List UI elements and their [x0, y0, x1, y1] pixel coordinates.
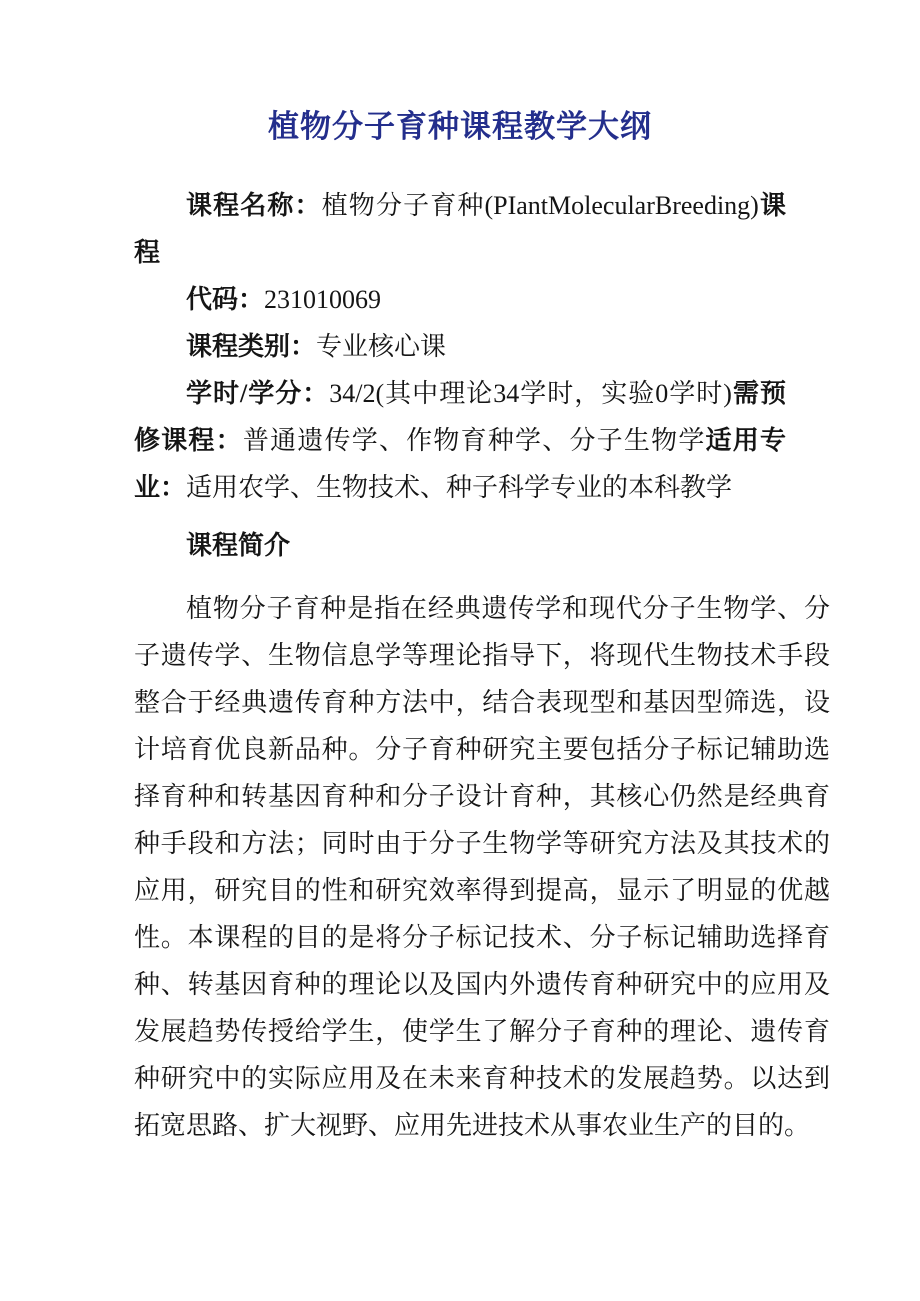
text-run: 231010069: [264, 285, 382, 314]
text-run: 适用农学、生物技术、种子科学专业的本科教学: [186, 473, 733, 502]
bold-label-run: 课程类别：: [186, 332, 317, 361]
text-run: 专业核心课: [316, 332, 447, 361]
bold-label-run: 代码：: [186, 285, 265, 314]
bold-label-run: 课程名称：: [186, 191, 322, 220]
document-body: [134, 182, 830, 1149]
course-hours-credit-line: [134, 370, 830, 511]
bold-label-run: 课程简介: [186, 531, 291, 560]
course-code-line: [134, 276, 830, 323]
course-intro-heading: [134, 522, 830, 569]
text-run: 植物分子育种是指在经典遗传学和现代分子生物学、分子遗传学、生物信息学等理论指导下，将现代生物技术手段整合于经典遗传育种方法中，结合表现型和基因型筛选，设计培育优良新品种。分子育种研究主要包括分子标记辅助选择育种和转基因育种和分子设计育种，其核心仍然是经典育种手段和方法；同时由于分子生物学等研究方法及其技术的应用，研究目的性和研究效率得到提高，显示了明显的优越性。本课程的目的是将分子标记技术、分子标记辅助选择育种、转基因育种的理论以及国内外遗传育种研究中的应用及发展趋势传授给学生，使学生了解分子育种的理论、遗传育种研究中的实际应用及在未来育种技术的发展趋势。以达到拓宽思路、扩大视野、应用先进技术从事农业生产的目的。: [134, 594, 830, 1140]
text-run: 34/2(其中理论34学时，实验0学时): [329, 379, 732, 408]
bold-label-run: 需预修课程：: [134, 379, 786, 455]
course-name-line: [134, 182, 830, 276]
course-intro-paragraph: [134, 585, 830, 1149]
text-run: 普通遗传学、作物育种学、分子生物学: [242, 426, 706, 455]
text-run: 植物分子育种(PIantMolecularBreeding): [321, 191, 759, 220]
course-category-line: [134, 323, 830, 370]
document-title: 植物分子育种课程教学大纲: [268, 109, 652, 144]
bold-label-run: 学时/学分：: [186, 379, 330, 408]
bold-label-run: 课程: [134, 191, 786, 267]
bold-label-run: 适用专业：: [134, 426, 786, 502]
